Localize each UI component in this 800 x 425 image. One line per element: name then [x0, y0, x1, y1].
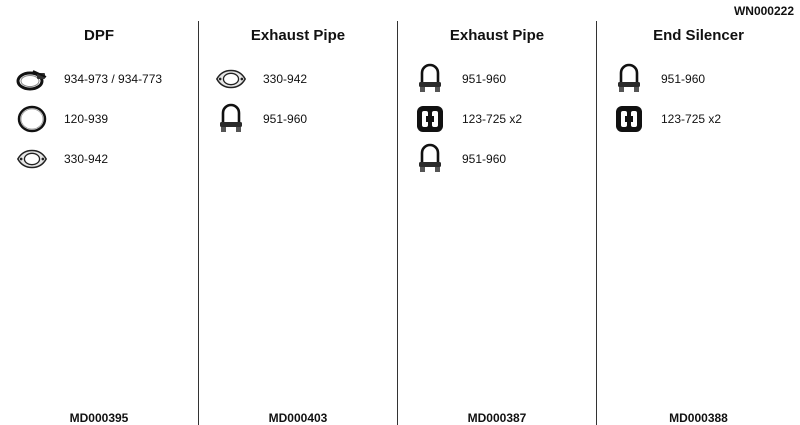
parts-list: [214, 59, 393, 139]
u-bolt-clamp-icon: [413, 143, 447, 175]
part-number: 123-725 x2: [661, 112, 722, 126]
column-code: MD000403: [268, 411, 328, 425]
parts-columns: [0, 21, 800, 425]
column-code: MD000388: [669, 411, 728, 425]
part-item: [413, 139, 592, 179]
parts-list: [413, 59, 592, 179]
column-title: End Silencer: [653, 27, 744, 44]
column-end-silencer: [597, 21, 800, 425]
part-number: 951-960: [462, 152, 507, 166]
column-code: MD000395: [69, 411, 129, 425]
column-dpf: [0, 21, 199, 425]
part-number: 330-942: [64, 152, 109, 166]
part-item: [413, 59, 592, 99]
part-number: 951-960: [462, 72, 507, 86]
u-bolt-clamp-icon: [413, 63, 447, 95]
part-number: 951-960: [661, 72, 706, 86]
u-bolt-clamp-icon: [612, 63, 646, 95]
flange-gasket-icon: [214, 63, 248, 95]
document-code: WN000222: [733, 4, 794, 18]
part-item: [413, 99, 592, 139]
part-number: 120-939: [64, 112, 109, 126]
ring-gasket-icon: [15, 103, 49, 135]
part-item: [15, 59, 194, 99]
part-item: [612, 99, 796, 139]
column-code: MD000387: [467, 411, 527, 425]
flange-gasket-icon: [15, 143, 49, 175]
column-exhaust-pipe-2: [398, 21, 597, 425]
part-number: 330-942: [263, 72, 308, 86]
column-exhaust-pipe-1: [199, 21, 398, 425]
parts-list: [612, 59, 796, 139]
part-number: 123-725 x2: [462, 112, 523, 126]
rubber-mount-icon: [413, 103, 447, 135]
column-title: Exhaust Pipe: [449, 27, 545, 44]
part-number: 934-973 / 934-773: [64, 72, 163, 86]
part-item: [15, 139, 194, 179]
parts-list: [15, 59, 194, 179]
part-item: [612, 59, 796, 99]
u-bolt-clamp-icon: [214, 103, 248, 135]
rubber-mount-icon: [612, 103, 646, 135]
part-item: [15, 99, 194, 139]
column-title: DPF: [84, 27, 114, 44]
part-item: [214, 59, 393, 99]
column-title: Exhaust Pipe: [250, 27, 346, 44]
part-item: [214, 99, 393, 139]
band-clamp-icon: [15, 63, 49, 95]
part-number: 951-960: [263, 112, 308, 126]
